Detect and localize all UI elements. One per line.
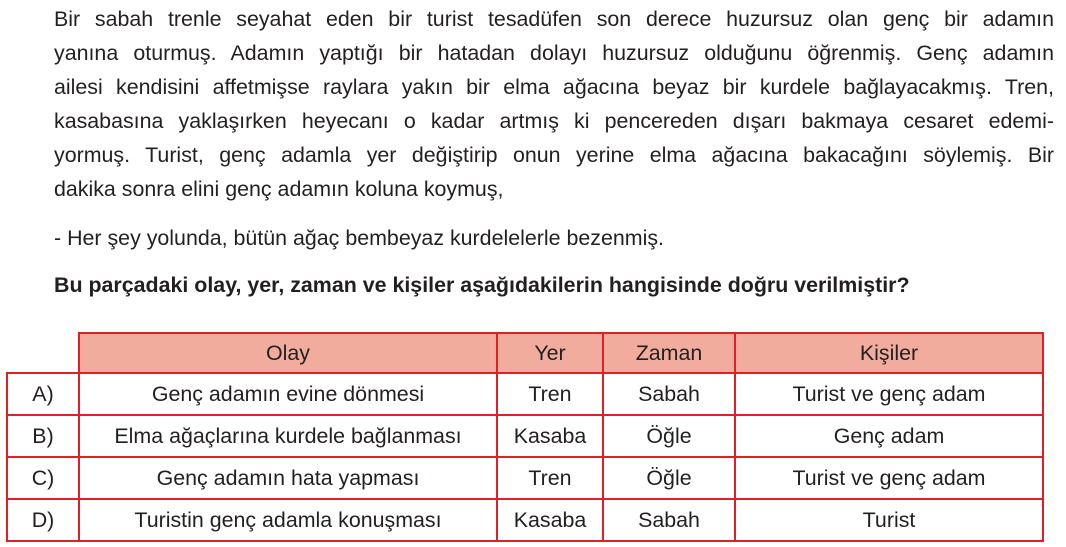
- passage-line: yormuş. Turist, genç adamla yer değiştirip onun yerine elma ağacına bakacağını söylemiş. Bir: [54, 143, 1054, 167]
- passage-text: [54, 2, 1054, 206]
- table-row[interactable]: [7, 499, 1043, 541]
- cell-yer: Tren: [497, 457, 603, 499]
- dialogue-line: - Her şey yolunda, bütün ağaç bembeyaz kurdelelerle bezenmiş.: [54, 226, 664, 250]
- cell-yer: Kasaba: [497, 415, 603, 457]
- cell-olay: Genç adamın evine dönmesi: [79, 373, 497, 415]
- cell-olay: Elma ağaçlarına kurdele bağlanması: [79, 415, 497, 457]
- header-zaman: Zaman: [603, 333, 735, 373]
- header-yer: Yer: [497, 333, 603, 373]
- table-row[interactable]: [7, 373, 1043, 415]
- cell-zaman: Öğle: [603, 415, 735, 457]
- cell-kisiler: Turist ve genç adam: [735, 457, 1043, 499]
- passage-line: kasabasına yaklaşırken heyecanı o kadar artmış ki pencereden dışarı bakmaya cesaret edemi-: [54, 109, 1054, 133]
- option-label-a[interactable]: A): [7, 373, 79, 415]
- passage-line: ailesi kendisini affetmişse raylara yakın bir elma ağacına beyaz bir kurdele bağlayacakmış. Tren,: [54, 75, 1054, 99]
- table-header-row: [7, 333, 1043, 373]
- cell-olay: Turistin genç adamla konuşması: [79, 499, 497, 541]
- table-row[interactable]: [7, 457, 1043, 499]
- cell-yer: Tren: [497, 373, 603, 415]
- header-kisiler: Kişiler: [735, 333, 1043, 373]
- passage-line: yanına oturmuş. Adamın yaptığı bir hatadan dolayı huzursuz olduğunu öğrenmiş. Genç adamın: [54, 41, 1054, 65]
- cell-zaman: Sabah: [603, 373, 735, 415]
- cell-yer: Kasaba: [497, 499, 603, 541]
- cell-kisiler: Turist ve genç adam: [735, 373, 1043, 415]
- option-label-d[interactable]: D): [7, 499, 79, 541]
- passage-line: Bir sabah trenle seyahat eden bir turist tesadüfen son derece huzursuz olan genç bir adamın: [54, 7, 1054, 31]
- header-olay: Olay: [79, 333, 497, 373]
- option-label-b[interactable]: B): [7, 415, 79, 457]
- cell-olay: Genç adamın hata yapması: [79, 457, 497, 499]
- cell-kisiler: Genç adam: [735, 415, 1043, 457]
- cell-zaman: Öğle: [603, 457, 735, 499]
- table-row[interactable]: [7, 415, 1043, 457]
- passage-line: dakika sonra elini genç adamın koluna koymuş,: [54, 177, 504, 201]
- cell-kisiler: Turist: [735, 499, 1043, 541]
- table-corner-cell: [7, 333, 79, 373]
- question-text: Bu parçadaki olay, yer, zaman ve kişiler aşağıdakilerin hangisinde doğru verilmiştir?: [54, 273, 910, 297]
- answer-table: [6, 332, 1044, 542]
- cell-zaman: Sabah: [603, 499, 735, 541]
- option-label-c[interactable]: C): [7, 457, 79, 499]
